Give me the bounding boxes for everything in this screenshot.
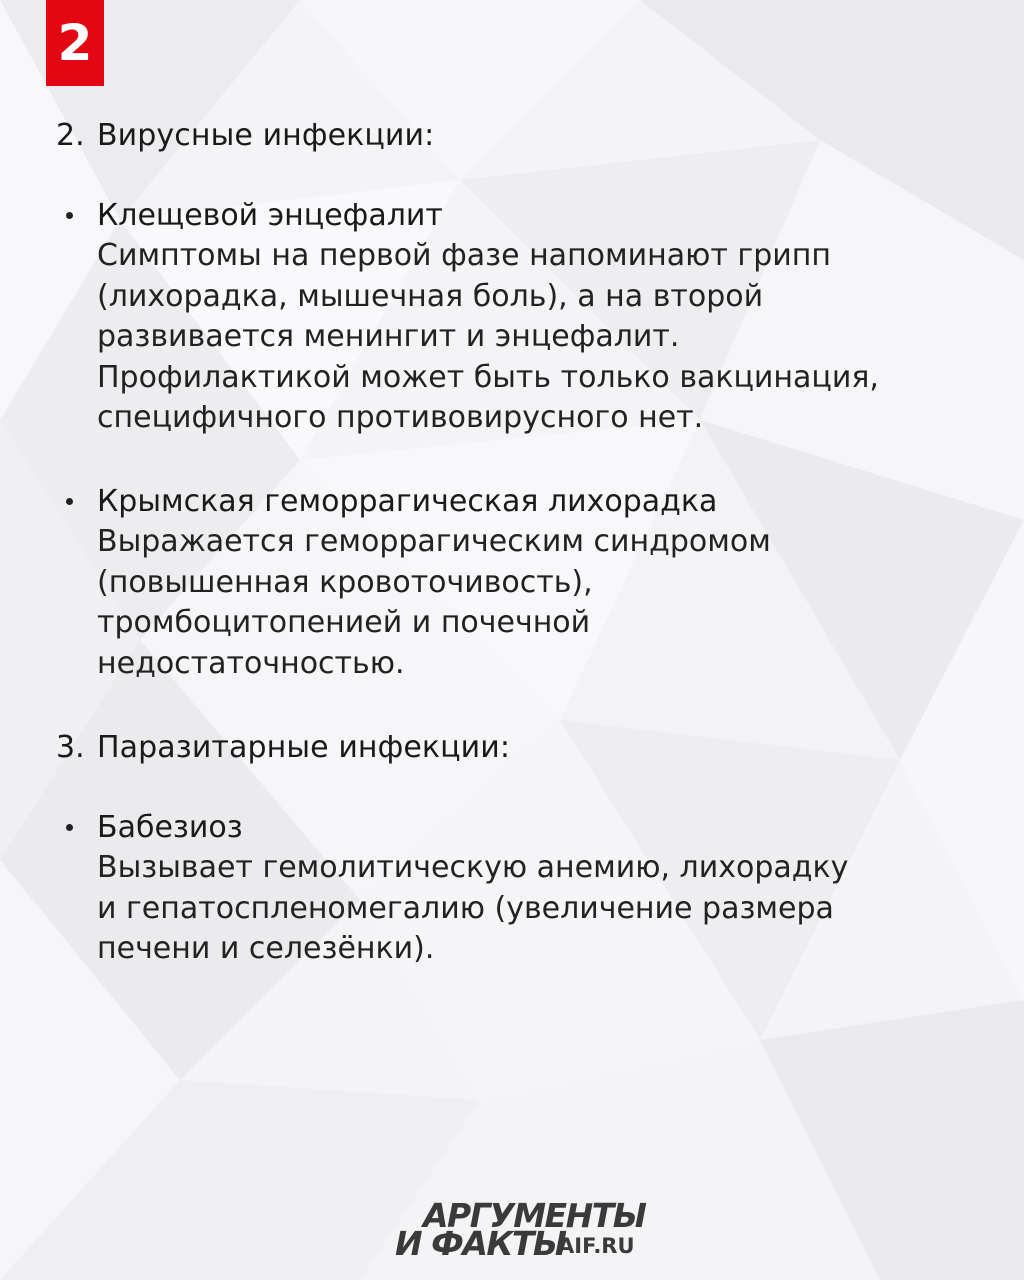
description-line: (повышенная кровоточивость), [97, 564, 593, 600]
description-line: развивается менингит и энцефалит. [97, 319, 680, 354]
description-line: недостаточностью. [97, 645, 405, 681]
description-line: тромбоцитопенией и почечной [97, 605, 591, 640]
description-line: Вызывает гемолитическую анемию, лихорадку [97, 850, 849, 885]
section-title: Вирусные инфекции: [97, 118, 435, 153]
description-line: печени и селезёнки). [97, 931, 435, 966]
logo-line-2: И ФАКТЫ [395, 1224, 566, 1263]
item-title: Бабезиоз [97, 810, 243, 845]
description-line: Профилактикой может быть только вакцинация, [97, 359, 879, 395]
item-description [97, 236, 879, 439]
bullet-icon [66, 824, 73, 831]
logo-domain: AIF.RU [558, 1234, 635, 1258]
section-heading-parasitic [56, 728, 510, 768]
page-number-badge: 2 [46, 0, 104, 86]
item-description [97, 848, 848, 970]
bullet-icon [66, 212, 73, 219]
description-line: и гепатоспленомегалию (увеличение размера [97, 890, 834, 926]
item-title: Крымская геморрагическая лихорадка [97, 484, 718, 519]
section-number: 3. [56, 730, 85, 765]
section-title: Паразитарные инфекции: [97, 730, 511, 765]
description-line: (лихорадка, мышечная боль), а на второй [97, 278, 764, 314]
item-title: Клещевой энцефалит [97, 198, 443, 233]
description-line: специфичного противовирусного нет. [97, 400, 704, 435]
bullet-icon [66, 498, 73, 505]
section-heading-viral [56, 116, 434, 156]
description-line: Симптомы на первой фазе напоминают грипп [97, 238, 831, 273]
aif-logo [395, 1198, 655, 1268]
description-line: Выражается геморрагическим синдромом [97, 524, 771, 559]
section-number: 2. [56, 118, 85, 153]
item-description [97, 522, 771, 684]
logo-line-1: АРГУМЕНТЫ [423, 1196, 646, 1235]
